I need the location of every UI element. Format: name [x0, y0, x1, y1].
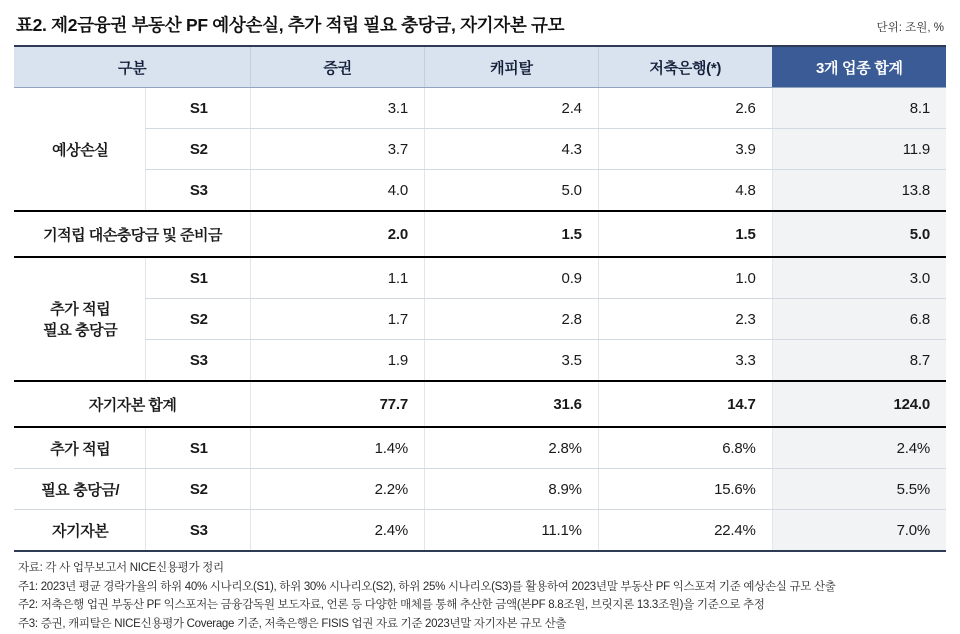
cell-savings-bank: 3.3 — [598, 340, 772, 382]
cell-securities: 3.7 — [251, 129, 425, 170]
cell-capital: 2.8 — [424, 299, 598, 340]
row-group-label-ratio-line2: 필요 충당금/ — [14, 469, 146, 510]
footnotes — [14, 552, 946, 634]
cell-total: 3.0 — [772, 257, 946, 299]
cell-savings-bank: 4.8 — [598, 170, 772, 212]
table-row — [14, 469, 946, 510]
cell-capital: 5.0 — [424, 170, 598, 212]
row-group-label-ratio-line3: 자기자본 — [14, 510, 146, 552]
table-row — [14, 340, 946, 382]
cell-capital: 4.3 — [424, 129, 598, 170]
cell-savings-bank: 2.3 — [598, 299, 772, 340]
page-title: 표2. 제2금융권 부동산 PF 예상손실, 추가 적립 필요 충당금, 자기자본 규모 — [16, 15, 565, 35]
table-row — [14, 299, 946, 340]
cell-securities: 77.7 — [251, 381, 425, 427]
table-row — [14, 170, 946, 212]
cell-total: 8.1 — [772, 88, 946, 129]
cell-securities: 1.4% — [251, 427, 425, 469]
row-group-label-ratio-line1: 추가 적립 — [14, 427, 146, 469]
row-scenario-label: S1 — [146, 427, 251, 469]
row-label-total-equity: 자기자본 합계 — [14, 381, 251, 427]
cell-total: 7.0% — [772, 510, 946, 552]
cell-savings-bank: 14.7 — [598, 381, 772, 427]
table-row — [14, 257, 946, 299]
cell-total: 8.7 — [772, 340, 946, 382]
table-body — [14, 88, 946, 552]
cell-securities: 1.1 — [251, 257, 425, 299]
row-scenario-label: S2 — [146, 129, 251, 170]
cell-securities: 1.7 — [251, 299, 425, 340]
title-row — [14, 10, 946, 45]
row-scenario-label: S3 — [146, 340, 251, 382]
cell-capital: 1.5 — [424, 211, 598, 257]
header-cell-category: 구분 — [14, 46, 251, 88]
label-line-1: 추가 적립 — [50, 301, 111, 318]
table-row-emphasis — [14, 211, 946, 257]
cell-total: 11.9 — [772, 129, 946, 170]
row-scenario-label: S3 — [146, 170, 251, 212]
cell-capital: 31.6 — [424, 381, 598, 427]
header-cell-total: 3개 업종 합계 — [772, 46, 946, 88]
cell-securities: 2.0 — [251, 211, 425, 257]
table-row-emphasis — [14, 381, 946, 427]
footnote-source: 자료: 각 사 업무보고서 NICE신용평가 정리 — [18, 562, 224, 574]
footnote-3: 주3: 증권, 캐피탈은 NICE신용평가 Coverage 기준, 저축은행은 FISIS 업권 자료 기준 2023년말 자기자본 규모 산출 — [18, 617, 567, 630]
row-group-label-additional-provision — [14, 257, 146, 381]
cell-savings-bank: 6.8% — [598, 427, 772, 469]
label-line-2: 필요 충당금 — [43, 322, 118, 339]
row-scenario-label: S3 — [146, 510, 251, 552]
cell-savings-bank: 2.6 — [598, 88, 772, 129]
header-cell-savings-bank: 저축은행(*) — [598, 46, 772, 88]
row-label-existing-provision: 기적립 대손충당금 및 준비금 — [14, 211, 251, 257]
cell-total: 5.0 — [772, 211, 946, 257]
cell-capital: 3.5 — [424, 340, 598, 382]
table-row — [14, 510, 946, 552]
cell-total: 5.5% — [772, 469, 946, 510]
header-cell-capital: 캐피탈 — [424, 46, 598, 88]
cell-total: 124.0 — [772, 381, 946, 427]
data-table — [14, 45, 946, 552]
cell-capital: 11.1% — [424, 510, 598, 552]
unit-note: 단위: 조원, % — [876, 22, 944, 34]
cell-savings-bank: 1.5 — [598, 211, 772, 257]
cell-total: 2.4% — [772, 427, 946, 469]
cell-capital: 0.9 — [424, 257, 598, 299]
cell-savings-bank: 3.9 — [598, 129, 772, 170]
cell-capital: 2.4 — [424, 88, 598, 129]
cell-savings-bank: 1.0 — [598, 257, 772, 299]
cell-savings-bank: 22.4% — [598, 510, 772, 552]
row-scenario-label: S2 — [146, 299, 251, 340]
row-group-label-expected-loss: 예상손실 — [14, 88, 146, 212]
cell-securities: 2.4% — [251, 510, 425, 552]
row-scenario-label: S2 — [146, 469, 251, 510]
table-row — [14, 129, 946, 170]
header-row — [14, 46, 946, 88]
cell-total: 13.8 — [772, 170, 946, 212]
table-row — [14, 88, 946, 129]
cell-securities: 4.0 — [251, 170, 425, 212]
table-row — [14, 427, 946, 469]
cell-capital: 2.8% — [424, 427, 598, 469]
cell-securities: 2.2% — [251, 469, 425, 510]
cell-securities: 1.9 — [251, 340, 425, 382]
footnote-2: 주2: 저축은행 업권 부동산 PF 익스포저는 금융감독원 보도자료, 언론 등 다양한 매체를 통해 추산한 금액(본PF 8.8조원, 브릿지론 13.3조원)을 기준으로 추정 — [18, 599, 765, 612]
cell-savings-bank: 15.6% — [598, 469, 772, 510]
cell-securities: 3.1 — [251, 88, 425, 129]
row-scenario-label: S1 — [146, 257, 251, 299]
row-scenario-label: S1 — [146, 88, 251, 129]
footnote-1: 주1: 2023년 평균 경락가율의 하위 40% 시나리오(S1), 하위 30% 시나리오(S2), 하위 25% 시나리오(S3)를 활용하여 2023년말 부동산 PF 익스포져 기준 예상손실 규모 산출 — [18, 580, 836, 593]
header-cell-securities: 증권 — [251, 46, 425, 88]
table-header — [14, 46, 946, 88]
cell-capital: 8.9% — [424, 469, 598, 510]
cell-total: 6.8 — [772, 299, 946, 340]
